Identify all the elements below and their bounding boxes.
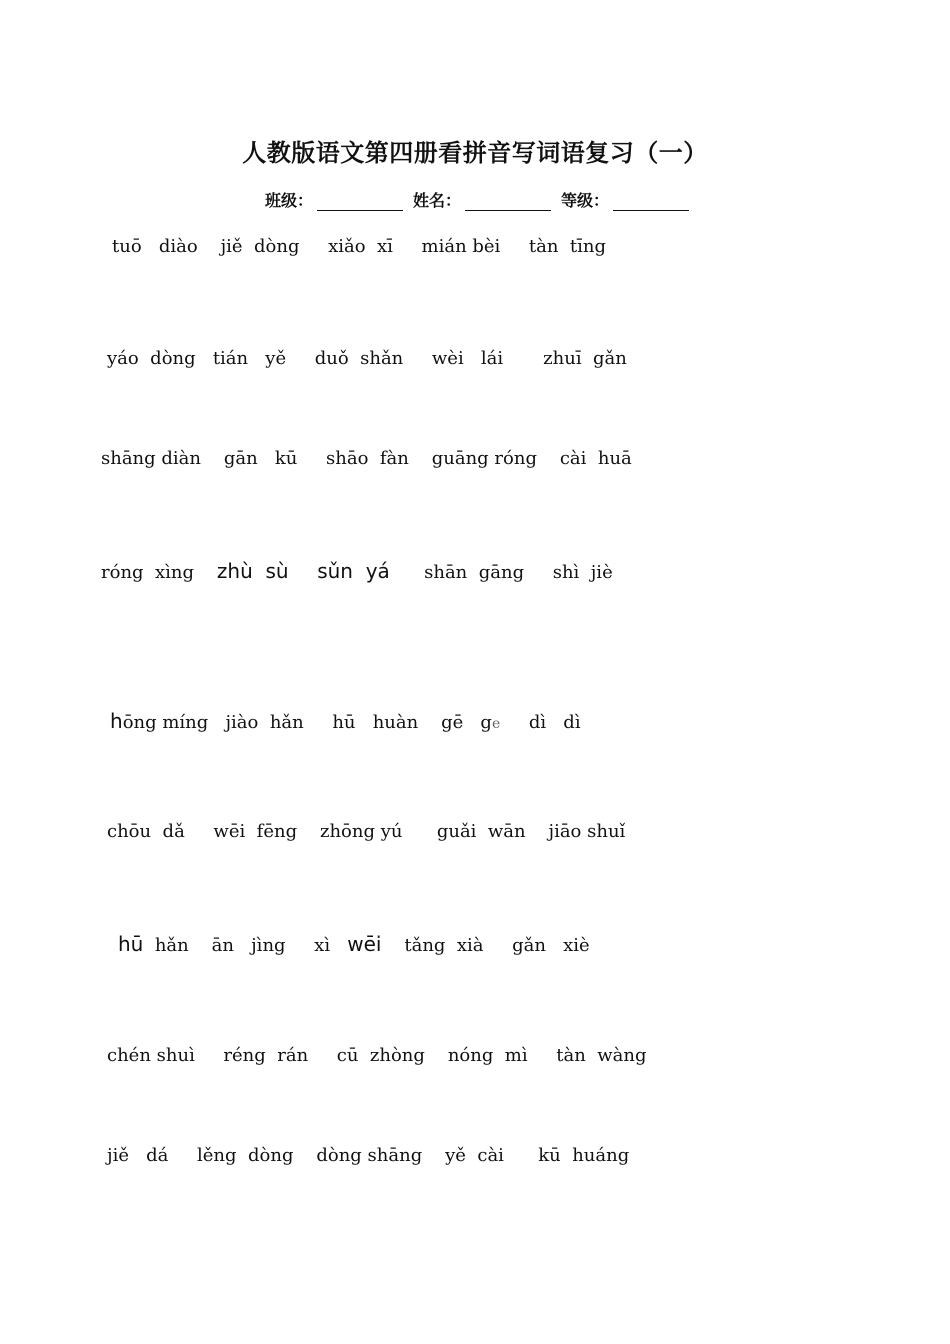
name-blank[interactable] — [465, 194, 551, 211]
grade-label: 等级： — [561, 191, 610, 210]
class-label: 班级： — [265, 191, 314, 210]
pinyin-row-1: tuō diào jiě dòng xiǎo xī mián bèi tàn tīng — [112, 236, 607, 257]
pinyin-row-4-part1: róng xìng — [101, 562, 195, 583]
pinyin-row-7-part2: tǎng xià gǎn xiè — [404, 935, 590, 956]
pinyin-row-5-small-e: e — [491, 716, 501, 732]
pinyin-row-9: jiě dá lěng dòng dòng shāng yě cài kū huáng — [107, 1145, 630, 1166]
pinyin-row-5-part2: dì dì — [528, 712, 581, 733]
pinyin-row-4-part2: shān gāng shì jiè — [424, 562, 613, 583]
page-title: 人教版语文第四册看拼音写词语复习（一） — [242, 138, 708, 167]
pinyin-row-3: shāng diàn gān kū shāo fàn guāng róng cài huā — [101, 448, 632, 469]
pinyin-row-6: chōu dǎ wēi fēng zhōng yú guǎi wān jiāo shuǐ — [107, 821, 626, 842]
pinyin-row-7-big1: hū — [118, 932, 144, 956]
pinyin-row-4-big1: zhù sù — [216, 559, 289, 583]
pinyin-row-5-big-h: h — [110, 709, 123, 733]
class-blank[interactable] — [317, 194, 403, 211]
pinyin-row-8: chén shuì réng rán cū zhòng nóng mì tàn wàng — [107, 1045, 647, 1066]
pinyin-row-7-big2: wēi — [347, 932, 382, 956]
pinyin-row-4-big2: sǔn yá — [317, 559, 390, 583]
grade-blank[interactable] — [613, 194, 689, 211]
pinyin-row-7 — [118, 934, 590, 955]
name-label: 姓名： — [413, 191, 462, 210]
pinyin-row-4 — [101, 561, 613, 582]
pinyin-row-5-part1: ōng míng jiào hǎn hū huàn gē g — [122, 712, 492, 733]
student-info-row — [265, 188, 699, 211]
pinyin-row-2: yáo dòng tián yě duǒ shǎn wèi lái zhuī gǎn — [107, 348, 627, 369]
pinyin-row-5 — [110, 711, 581, 732]
pinyin-row-7-part1: hǎn ān jìng xì — [154, 935, 331, 956]
